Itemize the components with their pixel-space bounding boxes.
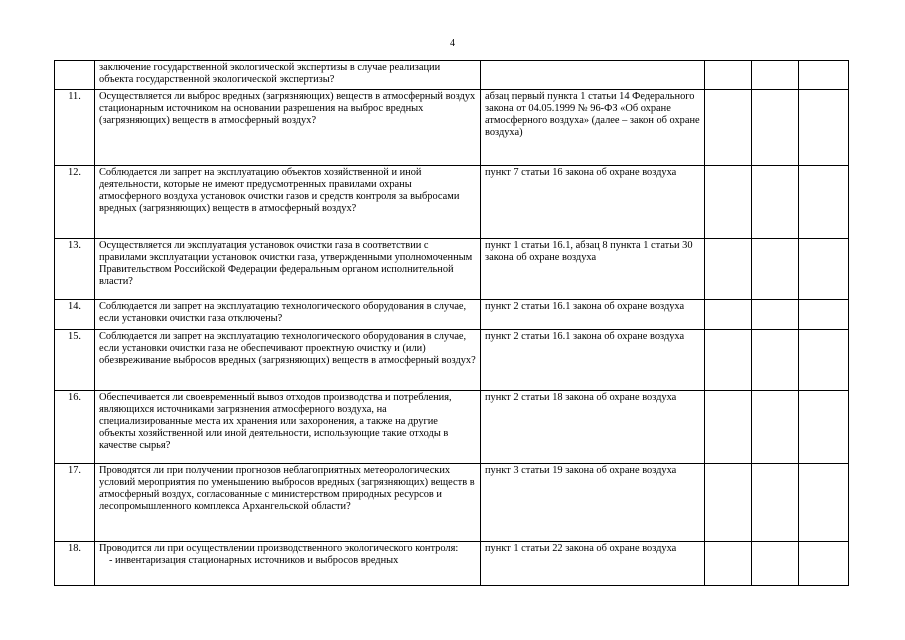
answer-cell-yes <box>705 542 752 586</box>
table-row <box>55 391 849 464</box>
table-row <box>55 61 849 90</box>
table-row <box>55 542 849 586</box>
row-number: 15. <box>55 330 95 391</box>
answer-cell-na <box>799 464 849 542</box>
answer-cell-na <box>799 330 849 391</box>
row-number: 16. <box>55 391 95 464</box>
answer-cell-no <box>752 330 799 391</box>
answer-cell-no <box>752 542 799 586</box>
table-row <box>55 300 849 330</box>
answer-cell-yes <box>705 61 752 90</box>
table-row <box>55 330 849 391</box>
answer-cell-na <box>799 391 849 464</box>
row-question <box>95 542 481 586</box>
row-question: заключение государственной экологической экспертизы в случае реализации объекта государственной экологической экспертизы? <box>95 61 481 90</box>
table-row <box>55 464 849 542</box>
answer-cell-na <box>799 542 849 586</box>
row-number: 13. <box>55 239 95 300</box>
row-number: 18. <box>55 542 95 586</box>
answer-cell-yes <box>705 464 752 542</box>
row-legal-basis: пункт 2 статьи 16.1 закона об охране воздуха <box>481 300 705 330</box>
row-question: Соблюдается ли запрет на эксплуатацию технологического оборудования в случае, если установки очистки газа не обеспечивают проектную очистку и (или) обезвреживание выбросов вредных (загрязняющих) веществ в атмосферный воздух? <box>95 330 481 391</box>
row-number: 12. <box>55 166 95 239</box>
checklist-table <box>54 60 849 586</box>
row-question: Соблюдается ли запрет на эксплуатацию технологического оборудования в случае, если установки очистки газа отключены? <box>95 300 481 330</box>
answer-cell-no <box>752 61 799 90</box>
answer-cell-na <box>799 300 849 330</box>
page-number: 4 <box>450 38 455 49</box>
row-legal-basis: пункт 1 статьи 16.1, абзац 8 пункта 1 статьи 30 закона об охране воздуха <box>481 239 705 300</box>
answer-cell-no <box>752 464 799 542</box>
row-number <box>55 61 95 90</box>
row-legal-basis: пункт 2 статьи 16.1 закона об охране воздуха <box>481 330 705 391</box>
answer-cell-yes <box>705 239 752 300</box>
answer-cell-no <box>752 391 799 464</box>
answer-cell-no <box>752 300 799 330</box>
answer-cell-na <box>799 239 849 300</box>
answer-cell-na <box>799 166 849 239</box>
row-question-subitem: - инвентаризация стационарных источников и выбросов вредных <box>109 555 399 566</box>
row-question: Проводятся ли при получении прогнозов неблагоприятных метеорологических условий мероприятия по уменьшению выбросов вредных (загрязняющих) веществ в атмосферный воздух, согласованные с министерством природных ресурсов и лесопромышленного комплекса Архангельской области? <box>95 464 481 542</box>
row-number: 14. <box>55 300 95 330</box>
answer-cell-na <box>799 61 849 90</box>
row-legal-basis: абзац первый пункта 1 статьи 14 Федерального закона от 04.05.1999 № 96-ФЗ «Об охране атмосферного воздуха» (далее – закон об охране воздуха) <box>481 90 705 166</box>
answer-cell-yes <box>705 300 752 330</box>
answer-cell-no <box>752 239 799 300</box>
answer-cell-yes <box>705 166 752 239</box>
table-row <box>55 90 849 166</box>
answer-cell-na <box>799 90 849 166</box>
row-legal-basis: пункт 1 статьи 22 закона об охране воздуха <box>481 542 705 586</box>
row-question: Осуществляется ли выброс вредных (загрязняющих) веществ в атмосферный воздух стационарным источником на основании разрешения на выброс вредных (загрязняющих) веществ в атмосферный воздух? <box>95 90 481 166</box>
row-number: 11. <box>55 90 95 166</box>
row-legal-basis: пункт 3 статьи 19 закона об охране воздуха <box>481 464 705 542</box>
answer-cell-yes <box>705 90 752 166</box>
answer-cell-no <box>752 90 799 166</box>
row-question: Соблюдается ли запрет на эксплуатацию объектов хозяйственной и иной деятельности, которые не имеют предусмотренных правилами охраны атмосферного воздуха установок очистки газов и средств контроля за выбросами вредных (загрязняющих) веществ в атмосферный воздух? <box>95 166 481 239</box>
row-number: 17. <box>55 464 95 542</box>
answer-cell-yes <box>705 330 752 391</box>
answer-cell-no <box>752 166 799 239</box>
row-legal-basis <box>481 61 705 90</box>
answer-cell-yes <box>705 391 752 464</box>
row-question: Осуществляется ли эксплуатация установок очистки газа в соответствии с правилами эксплуатации установок очистки газа, утвержденными уполномоченным Правительством Российской Федерации федеральным органом исполнительной власти? <box>95 239 481 300</box>
table-row <box>55 166 849 239</box>
row-legal-basis: пункт 7 статьи 16 закона об охране воздуха <box>481 166 705 239</box>
row-legal-basis: пункт 2 статьи 18 закона об охране воздуха <box>481 391 705 464</box>
table-row <box>55 239 849 300</box>
row-question-main: Проводится ли при осуществлении производственного экологического контроля: <box>99 543 459 554</box>
row-question: Обеспечивается ли своевременный вывоз отходов производства и потребления, являющихся источниками загрязнения атмосферного воздуха, на специализированные места их хранения или захоронения, а также на другие объекты хозяйственной или иной деятельности, использующие такие отходы в качестве сырья? <box>95 391 481 464</box>
